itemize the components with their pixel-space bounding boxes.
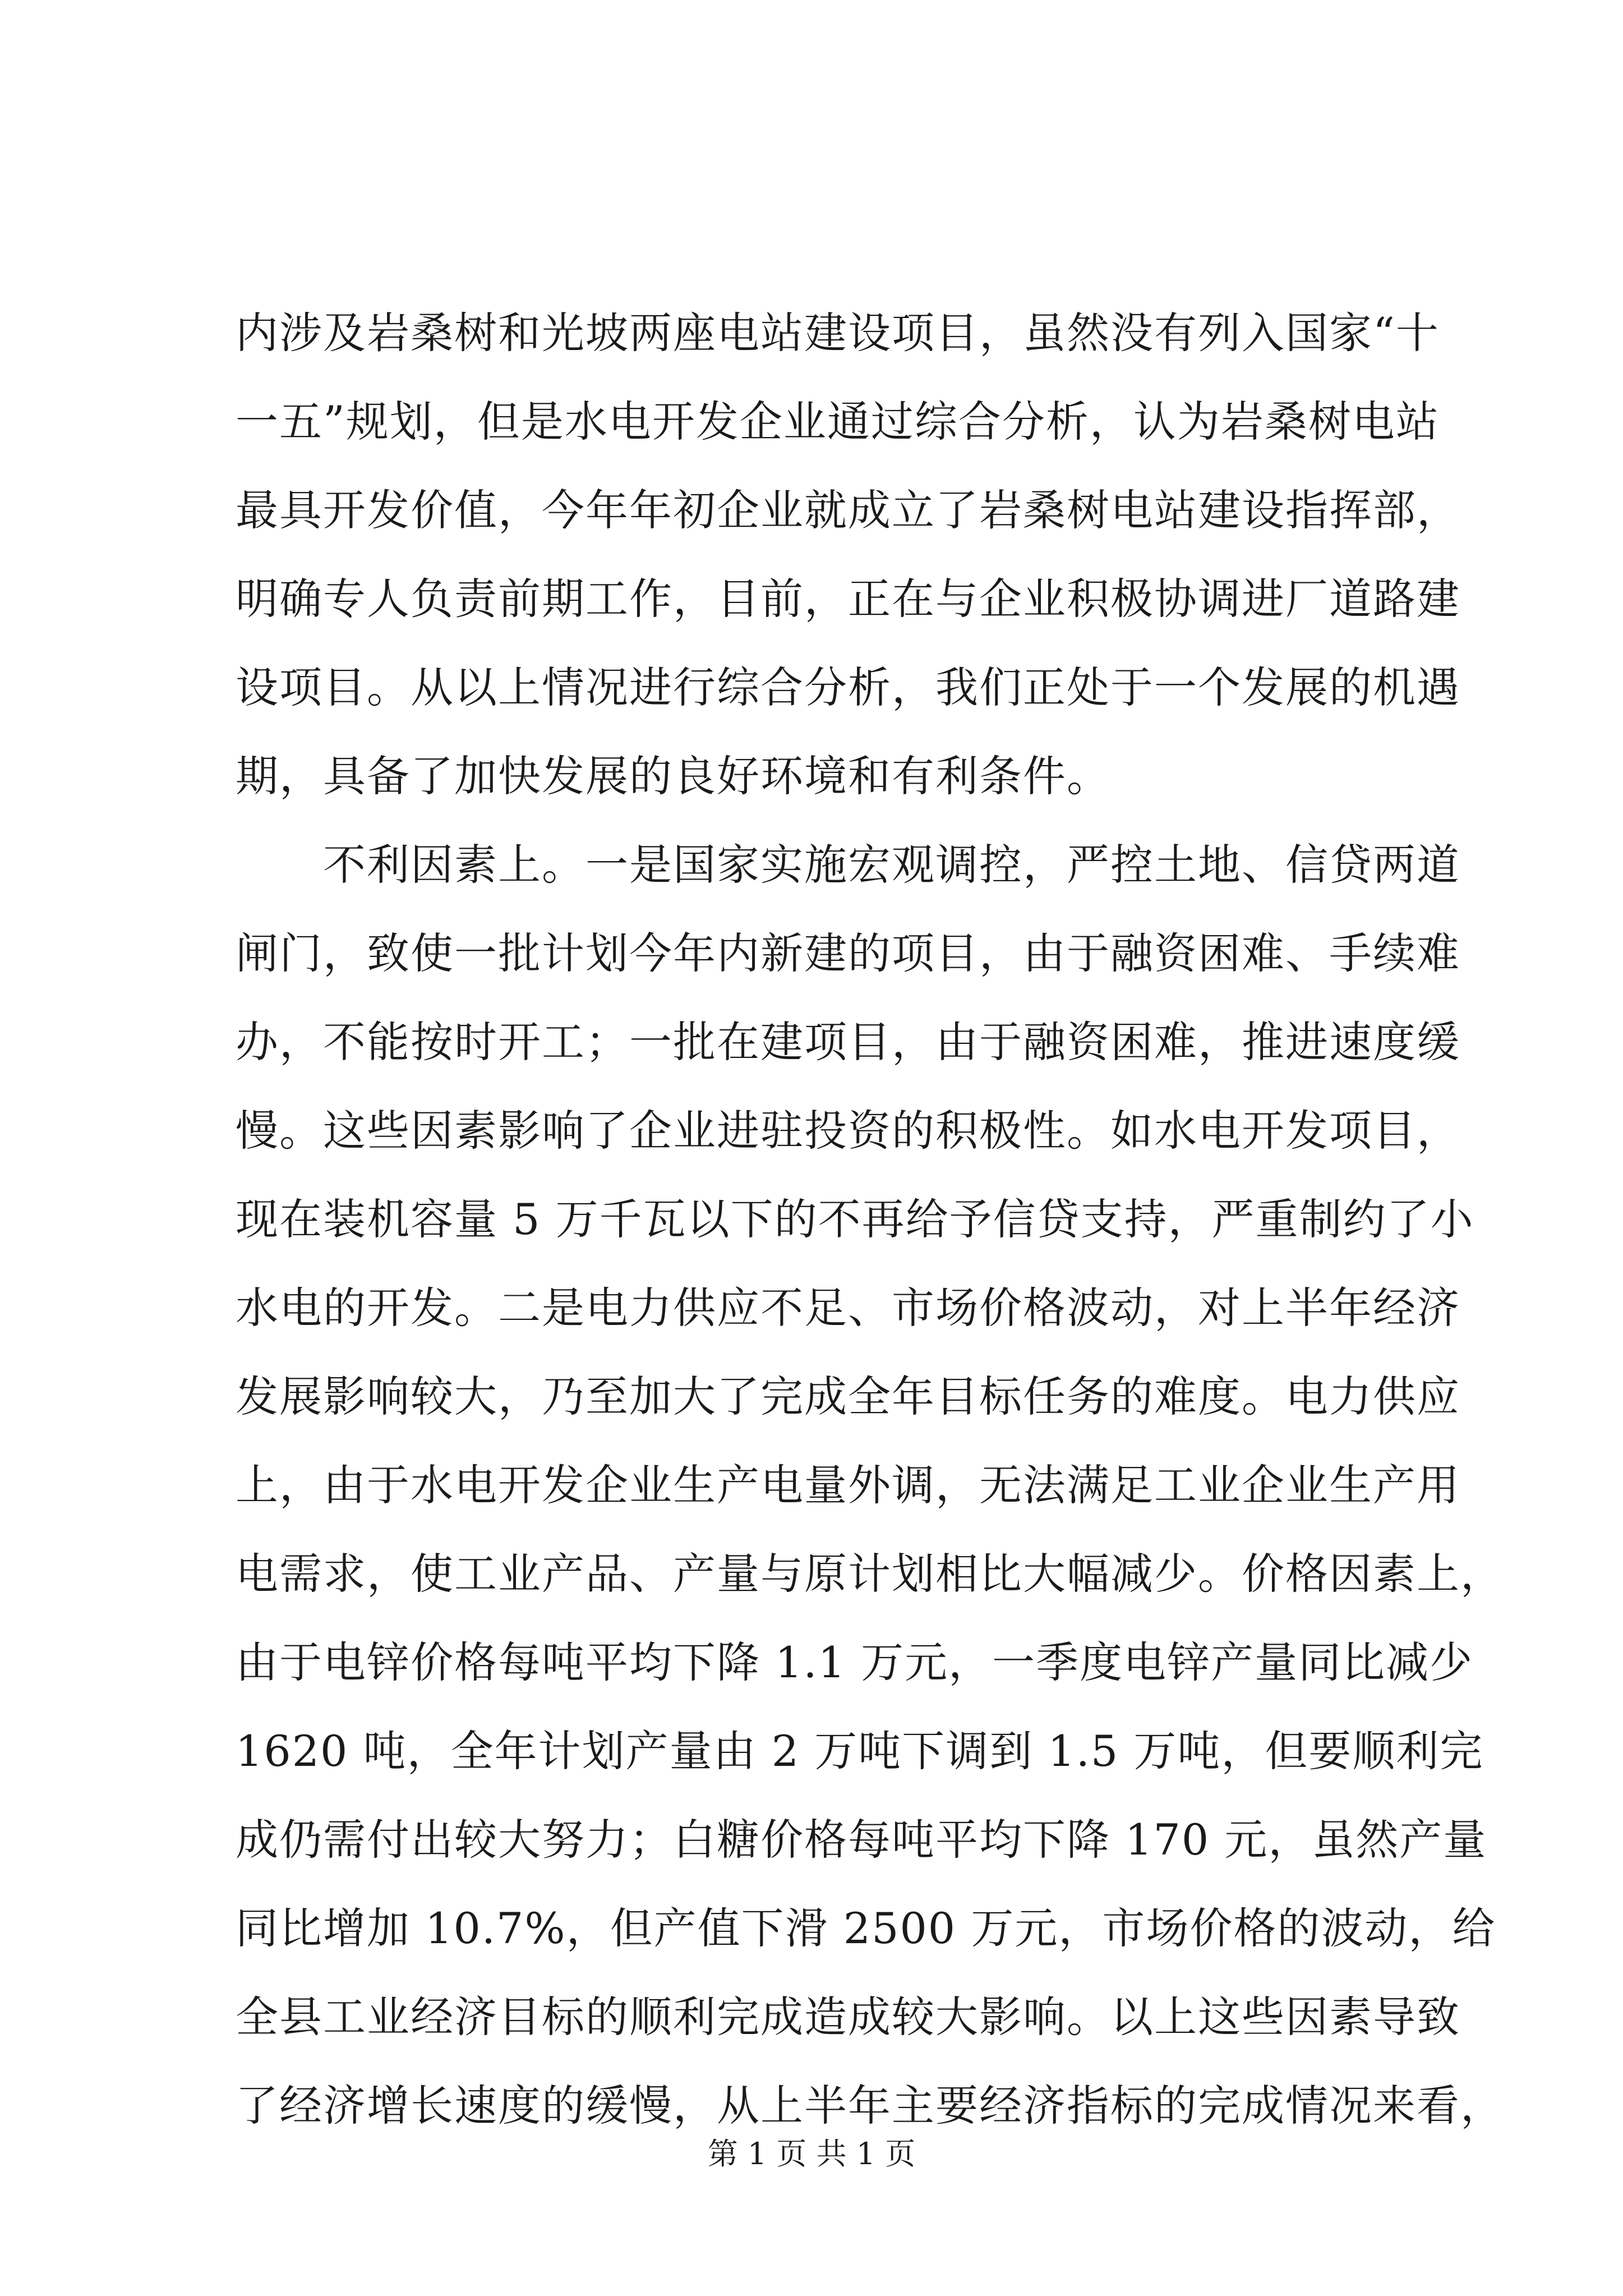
- body-text-line: 办，不能按时开工；一批在建项目，由于融资困难，推进速度缓: [236, 1017, 1460, 1067]
- body-text-line: 现在装机容量 5 万千瓦以下的不再给予信贷支持，严重制约了小: [236, 1194, 1474, 1244]
- body-text-line: 上，由于水电开发企业生产电量外调，无法满足工业企业生产用: [236, 1460, 1460, 1510]
- body-text-line: 明确专人负责前期工作，目前，正在与企业积极协调进厂道路建: [236, 574, 1460, 624]
- body-text-line: 内涉及岩桑树和光坡两座电站建设项目，虽然没有列入国家“十: [236, 308, 1440, 358]
- body-text-line: 闸门，致使一批计划今年内新建的项目，由于融资困难、手续难: [236, 928, 1460, 978]
- body-text-line: 慢。这些因素影响了企业进驻投资的积极性。如水电开发项目，: [236, 1106, 1460, 1156]
- body-text-line: 水电的开发。二是电力供应不足、市场价格波动，对上半年经济: [236, 1283, 1460, 1333]
- body-text-line: 同比增加 10.7%，但产值下滑 2500 万元，市场价格的波动，给: [236, 1903, 1496, 1953]
- body-text-line: 了经济增长速度的缓慢，从上半年主要经济指标的完成情况来看，: [236, 2081, 1504, 2131]
- body-text-line: 期，具备了加快发展的良好环境和有利条件。: [236, 751, 1110, 801]
- body-text-line: 发展影响较大，乃至加大了完成全年目标任务的难度。电力供应: [236, 1372, 1460, 1421]
- body-text-line: 由于电锌价格每吨平均下降 1.1 万元，一季度电锌产量同比减少: [236, 1637, 1474, 1687]
- body-text-line: 成仍需付出较大努力；白糖价格每吨平均下降 170 元，虽然产量: [236, 1815, 1487, 1865]
- body-text-line: 设项目。从以上情况进行综合分析，我们正处于一个发展的机遇: [236, 662, 1460, 712]
- body-text-line: 一五”规划，但是水电开发企业通过综合分析，认为岩桑树电站: [236, 397, 1440, 447]
- body-text-line: 全县工业经济目标的顺利完成造成较大影响。以上这些因素导致: [236, 1992, 1460, 2042]
- page-footer: 第 1 页 共 1 页: [707, 2136, 916, 2171]
- body-text-line: 不利因素上。一是国家实施宏观调控，严控土地、信贷两道: [236, 840, 1460, 890]
- body-text-line: 电需求，使工业产品、产量与原计划相比大幅减少。价格因素上，: [236, 1549, 1504, 1599]
- body-text-line: 最具开发价值，今年年初企业就成立了岩桑树电站建设指挥部，: [236, 485, 1460, 535]
- body-text-line: 1620 吨，全年计划产量由 2 万吨下调到 1.5 万吨，但要顺利完: [236, 1726, 1484, 1776]
